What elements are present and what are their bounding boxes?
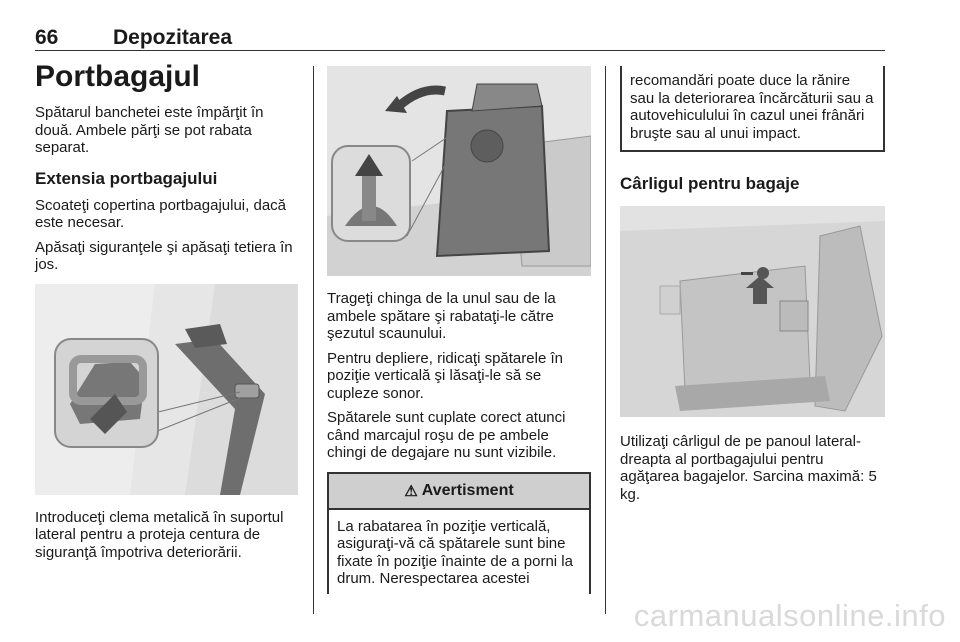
subsection-heading-carligul: Cârligul pentru bagaje [620, 174, 800, 193]
step-paragraph-1: Scoateţi copertina portbagajului, dacă este necesar. [35, 196, 287, 231]
column-1 [35, 60, 300, 568]
warning-text: La rabatarea în poziţie verticală, asiguraţi-vă că spătarele sunt bine fixate în poziţie înainte de a porni la drum. Nerespectarea acestei [337, 517, 573, 587]
intro-paragraph: Spătarul banchetei este împărţit în două. Ambele părţi se pot rabata separat. [35, 104, 264, 156]
chapter-title: Depozitarea [113, 26, 233, 49]
warning-box [327, 472, 591, 594]
luggage-hook-drawing [620, 206, 885, 417]
unfold-instructions: Pentru depliere, ridicaţi spătarele în poziţie verticală şi lăsaţi-le să se cupleze sonor. [327, 349, 563, 402]
seatbelt-clip-illustration [35, 284, 298, 495]
subsection-heading-extensia: Extensia portbagajului [35, 168, 218, 188]
warning-title: Avertisment [421, 481, 514, 499]
latch-check-instructions: Spătarele sunt cuplate corect atunci când marcajul roşu de pe ambele chingi de degajare nu sunt vizibile. [327, 409, 566, 461]
section-heading-portbagajul: Portbagajul [35, 60, 201, 93]
step-paragraph-2: Apăsaţi siguranţele şi apăsaţi tetiera în jos. [35, 238, 293, 273]
hook-instructions: Utilizaţi cârligul de pe panoul lateral-dreapta al portbagajului pentru agăţarea bagajelor. Sarcina maximă: 5 kg. [620, 433, 877, 503]
column-divider-1 [313, 66, 314, 614]
seatbelt-clip-drawing [35, 284, 298, 495]
luggage-hook-illustration [620, 206, 885, 417]
seatback-fold-illustration [327, 66, 591, 276]
illustration-caption: Introduceţi clema metalică în suportul lateral pentru a proteja centura de siguranţă împotriva deteriorării. [35, 508, 284, 561]
fold-instructions: Trageţi chinga de la unul sau de la ambele spătare şi rabataţi-le către şezutul scaunului. [327, 290, 556, 342]
warning-continuation: recomandări poate duce la rănire sau la deteriorarea încărcăturii sau a autovehiculului în cazul unei frânări bruşte sau al unui impact. [620, 66, 885, 152]
seatback-fold-drawing [327, 66, 591, 276]
site-watermark: carmanualsonline.info [633, 598, 946, 633]
column-2 [327, 66, 591, 594]
column-3 [620, 66, 885, 510]
column-divider-2 [605, 66, 606, 614]
warning-header [329, 474, 589, 510]
page-number: 66 [35, 26, 59, 49]
warning-triangle-icon: ⚠ [404, 482, 418, 500]
page-header [35, 26, 885, 51]
